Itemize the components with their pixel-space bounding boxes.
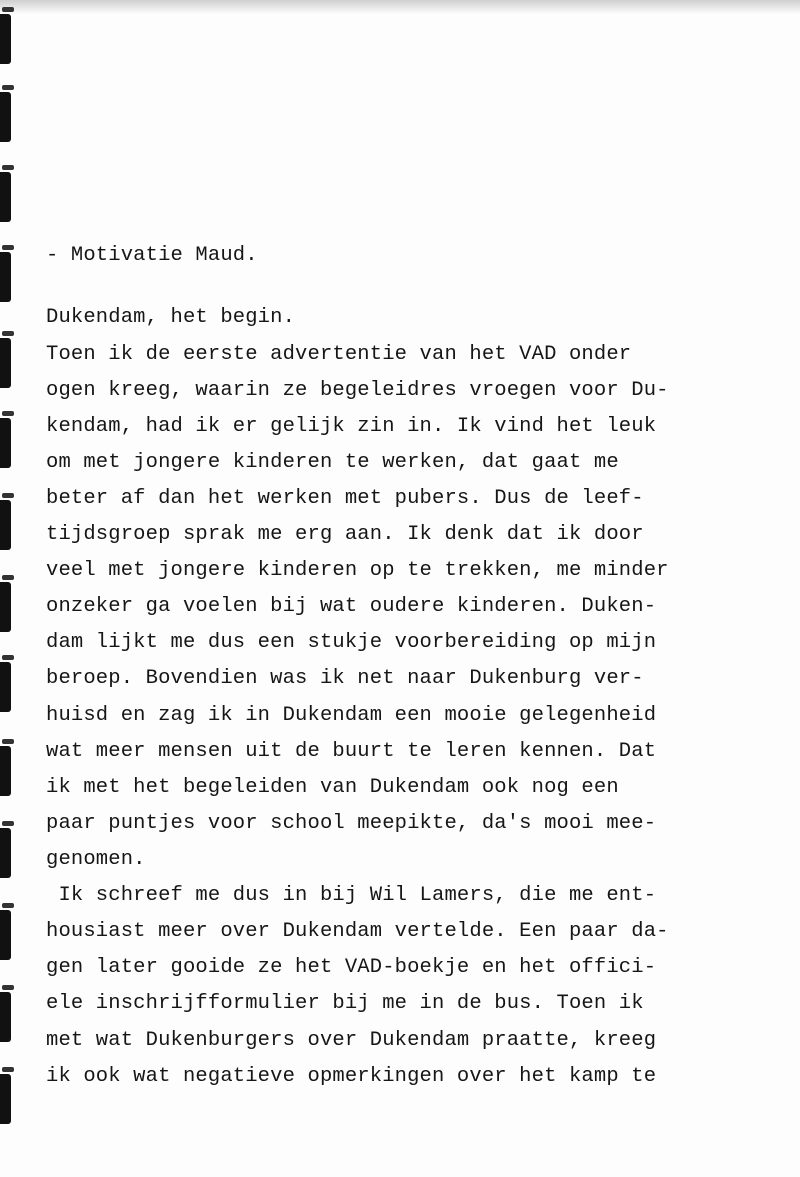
binding-hole [0, 1074, 11, 1124]
text-line: veel met jongere kinderen op te trekken, me minder [46, 559, 669, 582]
binding-hole [0, 418, 11, 468]
binding-hole [0, 662, 11, 712]
text-line: met wat Dukenburgers over Dukendam praatte, kreeg [46, 1029, 657, 1052]
binding-hole [0, 500, 11, 550]
binding-hole [0, 92, 11, 142]
text-line: huisd en zag ik in Dukendam een mooie gelegenheid [46, 704, 657, 727]
binding-hole [0, 746, 11, 796]
text-line: ik ook wat negatieve opmerkingen over het kamp te [46, 1065, 657, 1088]
binding-hole [0, 14, 11, 64]
text-line: onzeker ga voelen bij wat oudere kinderen. Duken- [46, 595, 657, 618]
binding-hole [0, 338, 11, 388]
binding-hole [0, 910, 11, 960]
text-line: beroep. Bovendien was ik net naar Dukenburg ver- [46, 667, 644, 690]
binding-hole [0, 172, 11, 222]
text-line: kendam, had ik er gelijk zin in. Ik vind het leuk [46, 415, 657, 438]
text-line: tijdsgroep sprak me erg aan. Ik denk dat ik door [46, 523, 644, 546]
text-line: Toen ik de eerste advertentie van het VAD onder [46, 343, 632, 366]
top-edge-shadow [0, 0, 800, 14]
binding-hole [0, 252, 11, 302]
text-line: ogen kreeg, waarin ze begeleidres vroegen voor Du- [46, 379, 669, 402]
text-line: gen later gooide ze het VAD-boekje en het offici- [46, 956, 657, 979]
text-line: paar puntjes voor school meepikte, da's mooi mee- [46, 812, 657, 835]
text-line: om met jongere kinderen te werken, dat gaat me [46, 451, 619, 474]
binding-hole [0, 582, 11, 632]
text-line: ele inschrijfformulier bij me in de bus. Toen ik [46, 992, 644, 1015]
text-line: genomen. [46, 848, 146, 871]
document-heading: - Motivatie Maud. [46, 244, 258, 267]
text-line: wat meer mensen uit de buurt te leren kennen. Dat [46, 740, 657, 763]
binding-hole [0, 992, 11, 1042]
text-line: Ik schreef me dus in bij Wil Lamers, die me ent- [46, 884, 657, 907]
binding-hole [0, 828, 11, 878]
document-subheading: Dukendam, het begin. [46, 306, 296, 329]
text-line: dam lijkt me dus een stukje voorbereiding op mijn [46, 631, 657, 654]
text-line: beter af dan het werken met pubers. Dus de leef- [46, 487, 644, 510]
text-line: housiast meer over Dukendam vertelde. Een paar da- [46, 920, 669, 943]
text-line: ik met het begeleiden van Dukendam ook nog een [46, 776, 619, 799]
